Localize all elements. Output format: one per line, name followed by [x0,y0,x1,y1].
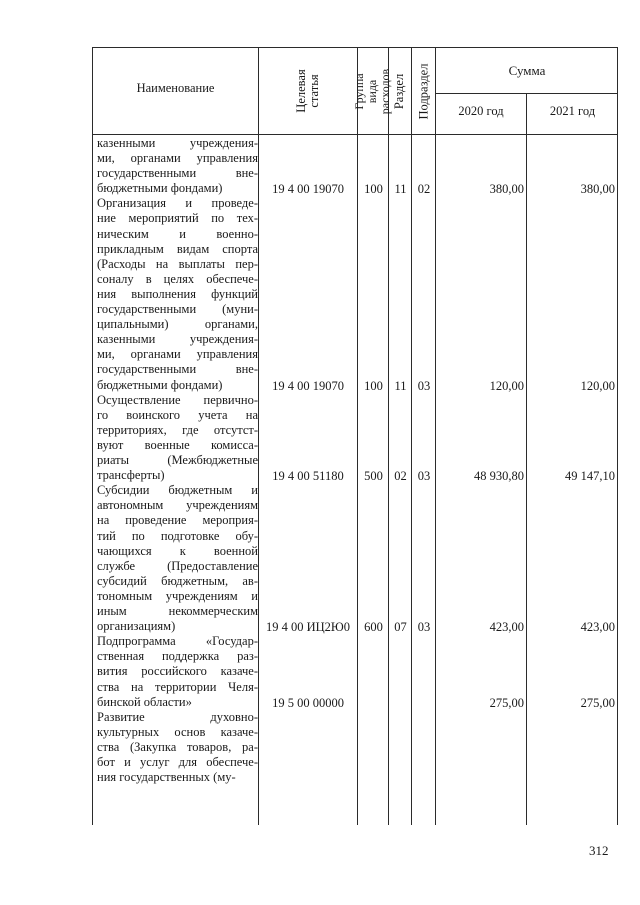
header-sum: Сумма [508,63,546,78]
row-name-line: казенными учреждения- [97,136,258,150]
row-name-line: Развитие духовно- [97,709,258,724]
row-name-line: ственная поддержка раз- [97,649,258,664]
row-expense-group: 500 [364,469,383,484]
row-sum-2021: 380,00 [580,182,615,197]
header-year-2021: 2021 год [549,104,596,118]
row-section: 02 [394,469,407,484]
header-bottom-line [92,134,618,135]
row-name-line: Субсидии бюджетным и [97,483,258,498]
row-target-article: 19 4 00 51180 [272,469,344,484]
row-name-line: службе (Предоставление [97,558,258,573]
row-name-line: казенными учреждения- [97,332,258,347]
row-sum-2020: 275,00 [489,695,524,710]
row-name-line: бюджетными фондами) [97,181,223,196]
row-name-line: бюджетными фондами) [97,377,223,392]
row-target-article: 19 5 00 00000 [272,695,344,710]
row-target-article: 19 4 00 ИЦ2Ю0 [265,620,351,635]
row-name-line: ния выполнения функций [97,286,258,301]
row-expense-group: 600 [364,620,383,635]
col-divider [357,47,358,825]
row-name-line: бот и услуг для обеспече- [97,755,258,770]
col-divider [411,47,412,825]
row-sum-2021: 423,00 [580,620,615,635]
row-sum-2021: 120,00 [580,378,615,393]
row-name-line: субсидий бюджетным, ав- [97,573,258,588]
row-name-line: ми, органами управления [97,151,258,166]
page-number: 312 [589,843,609,858]
row-target-article: 19 4 00 19070 [272,378,344,393]
row-name-line: автономным учреждениям [97,498,258,513]
row-name-line: территориях, где отсутст- [97,422,258,437]
row-name-line: государственными вне- [97,362,258,377]
row-name-line: на проведение мероприя- [97,513,258,528]
row-subsection: 03 [417,620,431,635]
row-section: 11 [394,378,407,393]
row-name-line: ства (Закупка товаров, ра- [97,739,258,754]
row-name-line: трансферты) [97,468,165,483]
row-sum-2020: 423,00 [489,620,524,635]
col-divider [388,47,389,825]
table-border-right [617,47,618,825]
row-name-line: тий по подготовке обу- [97,528,258,543]
row-name-line: государственными вне- [97,166,258,181]
row-sum-2021: 275,00 [580,695,615,710]
row-section: 07 [394,620,407,635]
header-expense-group: Группа вида расходов [352,68,393,114]
row-name-line: ническим и военно- [97,226,258,241]
col-divider [526,93,527,825]
row-name [97,393,258,484]
row-name-line: чающихся к военной [97,543,258,558]
row-section: 11 [394,182,407,197]
header-section: Раздел [392,73,407,109]
row-name-line: Организация и проведе- [97,196,258,211]
row-sum-2020: 380,00 [489,182,524,197]
row-name-line: тономным учреждениям и [97,588,258,603]
row-name-line: иным некоммерческим [97,604,258,619]
row-name-line: организациям) [97,619,176,634]
row-subsection: 03 [417,469,431,484]
row-sum-2020: 120,00 [489,378,524,393]
row-name-line: вуют военные комисса- [97,437,258,452]
row-name-line: Подпрограмма «Государ- [97,634,258,649]
row-name-line: ства на территории Челя- [97,679,258,694]
row-name-line: (Расходы на выплаты пер- [97,256,258,271]
row-name-line: культурных основ казаче- [97,724,258,739]
header-subsection: Подраздел [416,63,430,119]
row-name-line: ние мероприятий по тех- [97,211,258,226]
row-name-line: ципальными) органами, [97,317,258,332]
row-sum-2021: 49 147,10 [565,469,615,484]
row-subsection: 02 [417,182,431,197]
row-name-line: бинской области» [97,694,192,709]
table-border-left [92,47,93,825]
sum-header-divider [435,93,618,94]
row-name-line: риаты (Межбюджетные [97,453,258,468]
row-expense-group: 100 [364,378,383,393]
row-name-line: ми, органами управления [97,347,258,362]
row-name [97,136,258,196]
row-name-line: ния государственных (му- [97,770,236,785]
row-name-line: государственными (муни- [97,302,258,317]
row-name-line: го воинского учета на [97,407,258,422]
row-subsection: 03 [417,378,431,393]
row-name [97,710,258,785]
row-name [97,634,258,709]
row-name-line: соналу в целях обеспече- [97,271,258,286]
row-name [97,196,258,392]
header-target-article: Целевая статья [294,69,321,113]
header-name: Наименование [136,81,215,95]
row-target-article: 19 4 00 19070 [272,182,344,197]
row-expense-group: 100 [364,182,383,197]
row-name-line: вития российского казаче- [97,664,258,679]
row-name [97,483,258,634]
row-sum-2020: 48 930,80 [474,469,524,484]
row-name-line: прикладным видам спорта [97,241,258,256]
header-year-2020: 2020 год [458,104,504,118]
row-name-line: Осуществление первично- [97,392,258,407]
